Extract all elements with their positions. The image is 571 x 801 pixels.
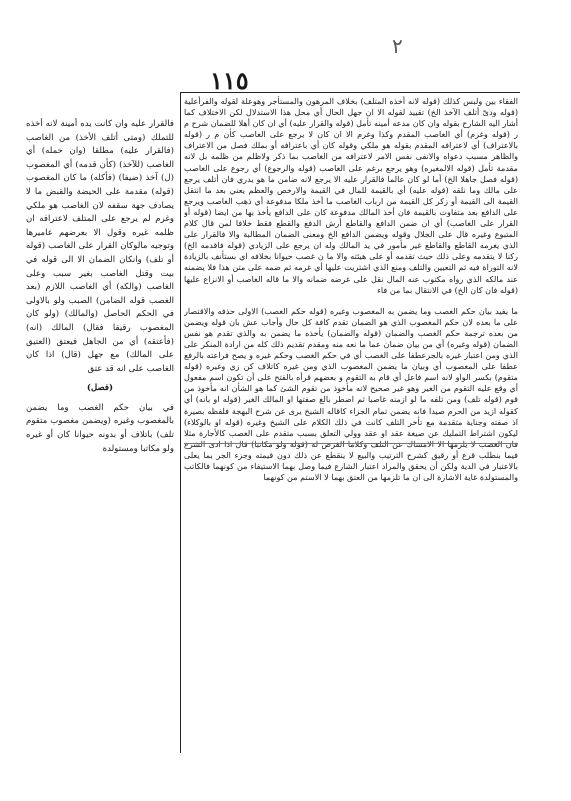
- page-corner-mark: ٢: [392, 34, 403, 58]
- margin-paragraph: في بيان حكم الغصب وما يضمن بالمغصوب وغيره (ويضمن مغصوب متقوم تلف) باتلاف أو بدونه حيوانا كان أو غيره ولو مكاتبا ومستولدة: [26, 402, 174, 454]
- page-number: ١١٥: [210, 66, 249, 95]
- section-divider: [184, 443, 518, 444]
- margin-paragraph: فالقرار عليه وان كانت يده أمينة لانه أخذه للتملك (ومتى أتلف الأخذ) من الغاصب (فالقرار عليه) مطلقا (وان حمله) أي الغاصب (للآخذ) (كأن قدمه) أي المغصوب (ل) آخذ (ضيفا) (فأكله) ما كان المغصوب (قوله) مقدمة على الحيضة والقبض ما لا يصادف جهة سقفه لان الغاصب هو ملكي وغرم لم يرجع على المتلف لاعترافه ان ظلمه غيره وقول الا بعرضهم عاميرها وتوجيه مالوكان القرار على الغاصب (قوله أو تلف) وانكان الضمان الا الى قوله في بيت وقتل الغاصب بغير سبب وعلى الغاصب (والكه) أي الغاصب اللازم (بعد الغصب قوله الضامن) الصبب ولو بالاولى في الحكم الحاصل (والمالك) (ولو كان المغصوب رقيقا فقال) المالك (انه) (فأعتقه) أي من الجاهل فيعتق (العتيق على المالك) مع جهل (قال) اذا كان الغاصب على انه قد عتق: [26, 119, 174, 374]
- commentary-paragraph: ما يفيد بيان حكم الغصب وما يضمن به المغصوب وغيره (قوله حكم الغصب) الاولى حذفه والاقتصار على ما بعده لان حكم المغصوب الذي هو الضمان تقدم كافة كل حال وأجاب عش بان قوله ويضمن من بعده ترجمة حكم الغصب والضمان (قوله والضمان) يأخذه ما يضمن به والذي تقدم هو نفس الضمان (قوله وغيره) أي من بيان ضمان عما ما نعه منه ومقدم تقديم ذلك كله من ارادة المنكر على الذي ومن اعتبار غيره بالجرعطفا على الغصب أي في حكم الغصب وحكم غيره و يصح فراعته بالرفع عطفا على المغصوب أي وبيان ما يضمن المغصوب الذي ومن غيره كاتلاف كن زي وغيره (قوله متقوم) بكسر الواو لانه اسم فاعل أي قام به التقوم و بعضهم قرأه بالفتح على أن تكون اسم مفعول أي وقع عليه التقوم من الغير وهو غير صحيح لانه مأخوذ من تقوم الشئ كما هو الشأن انه مأخوذ من قوم (قوله تلف) ومن تلفه ما لو ازمنه غاصبا ثم اضطر بالغ صفتها او المالك الغير (قوله او بانه) أي كقوله ازيد من الحرم صيدا فانه يضمن تمام الجزاء كاقاله الشيخ يرى عن شرح البهجة فلفظه بصيرة اذ صفته وجناية متقدمة مع تأخر التلف كانت في ذلك الكلام على الشيخ وغيره (قوله او بالوكلاء) ليكون اشتراط التمليك عن صيغة عقد او عقد وولي التعلق بسبب متقدم على الغصب كالأجارة مثلا فان الغصب لا يلزمها الا الامساك عن التلف وكلاما الفرض له (قوله ولو مكاتبا) قال اذا ادى الشرع فيما بنطلب قرع أو رقيق كشرح الترتيب والبيع لا ينقطع عن ذلك دون قيمته وجزء الجر بما يعلى بالاعتبار في الدية ولكن أن يحقق والمراد اعتبار الشارع فيما وصل بهما الاستيفاء من كونهما فالكاتب والمستولدة غاية الاشارة الى ان ما تلزمها من العتق بهما لا الاستم من كونهما: [184, 305, 518, 483]
- margin-text-column: [26, 118, 174, 688]
- main-commentary-column: [184, 96, 518, 750]
- margin-section-heading: (فصل): [86, 383, 114, 394]
- commentary-paragraph: الفقاء بين ولبس كذلك (قوله لانه أخذه المتلف) بخلاف المرهون والمستأجر وهوعلة لقوله والفرأعلية (قوله ودىّ أتلف الآخذ الخ) تقييد لقوله الا ان جهل الحال أي محل هذا الاستدلال لكن الاختلاف كما أشار اليه الشارح بقوله وان كان مدعه أمينه تأمل (قوله والقرار عليه) أي ان كان أهلا للضمان شرح م ر (قوله وغرم) أي الغاصب المقدم وكذا وغرم الا ان كان لا يرجع على الغاصب كأن م ر (قوله بالاعتراف) أي لاعترافه المقدم بقوله هو ملكي وقوله كان أي باعترافه أو بملك فصل من الاعتراف والظاهر مسبب دعواه والانفى نفس الامر لاعترافه من الغاصب بما ذكر ولاظلم من ظلمه بل لانه مقدمة تأمل (قوله الالمغيره) وهو يرجع برغم على الغاصب (قوله والرجوع) أي رجوع على الغاصب (قوله فصل جاهلا الخ) أما لو كان عالما فالقرار عليه الا يرجع لانه ضامن ما هو يدري فان أتلف يرجع على مالك وما نلقه (قوله عليه) أي بالقيمة للمال في القيمة والارخص والعظم يعني بعد ما انتقل القيمة الى القيمة أو زكر كل القيمة من ارباب الغاصب ما أخذ ملكا مدفوعة أي ذهب الغاصب ويرجع على الدافع بعد متفاوت بالقيمة فان أخذ المالك مدفوعة كان على الدافع يأخذ بها من ايضا (قوله أو القرار على الغاصب) أي ان ضمن الدافع والقاطع أرش الدفع والقطع فقط خلافا لمن قال كلام المتبوع وغيره قال على الجلال وقوله ويضمن الدافع الخ ومعنى الضمان المطالبة والا فالقرار على الذي يغرمه القاطع والقاطع غير مأمور في يد المالك وله ان يرجع على الزيادي (قوله فاقدمه الخ) ركنا لا يتقدمه وعلى ذلك حيث تقدمه أو على هيئته والا ما ن غصب حيوانا بخلافه اي بستأنف بالزيادة لانه التوراة فيه ثم التعيين والتلف ومنع الذي اشتريت عليها أي غرمه ثم ضمه على متن هذا فلا يضمنه عند مالكه الذي رواه مكتوب عنه المال نقل على غرضه ضمانه والا ما قاله الغاصب أو الانزاع عليها (قوله فان كان الخ) في الانتقال بما من فاء: [184, 96, 518, 295]
